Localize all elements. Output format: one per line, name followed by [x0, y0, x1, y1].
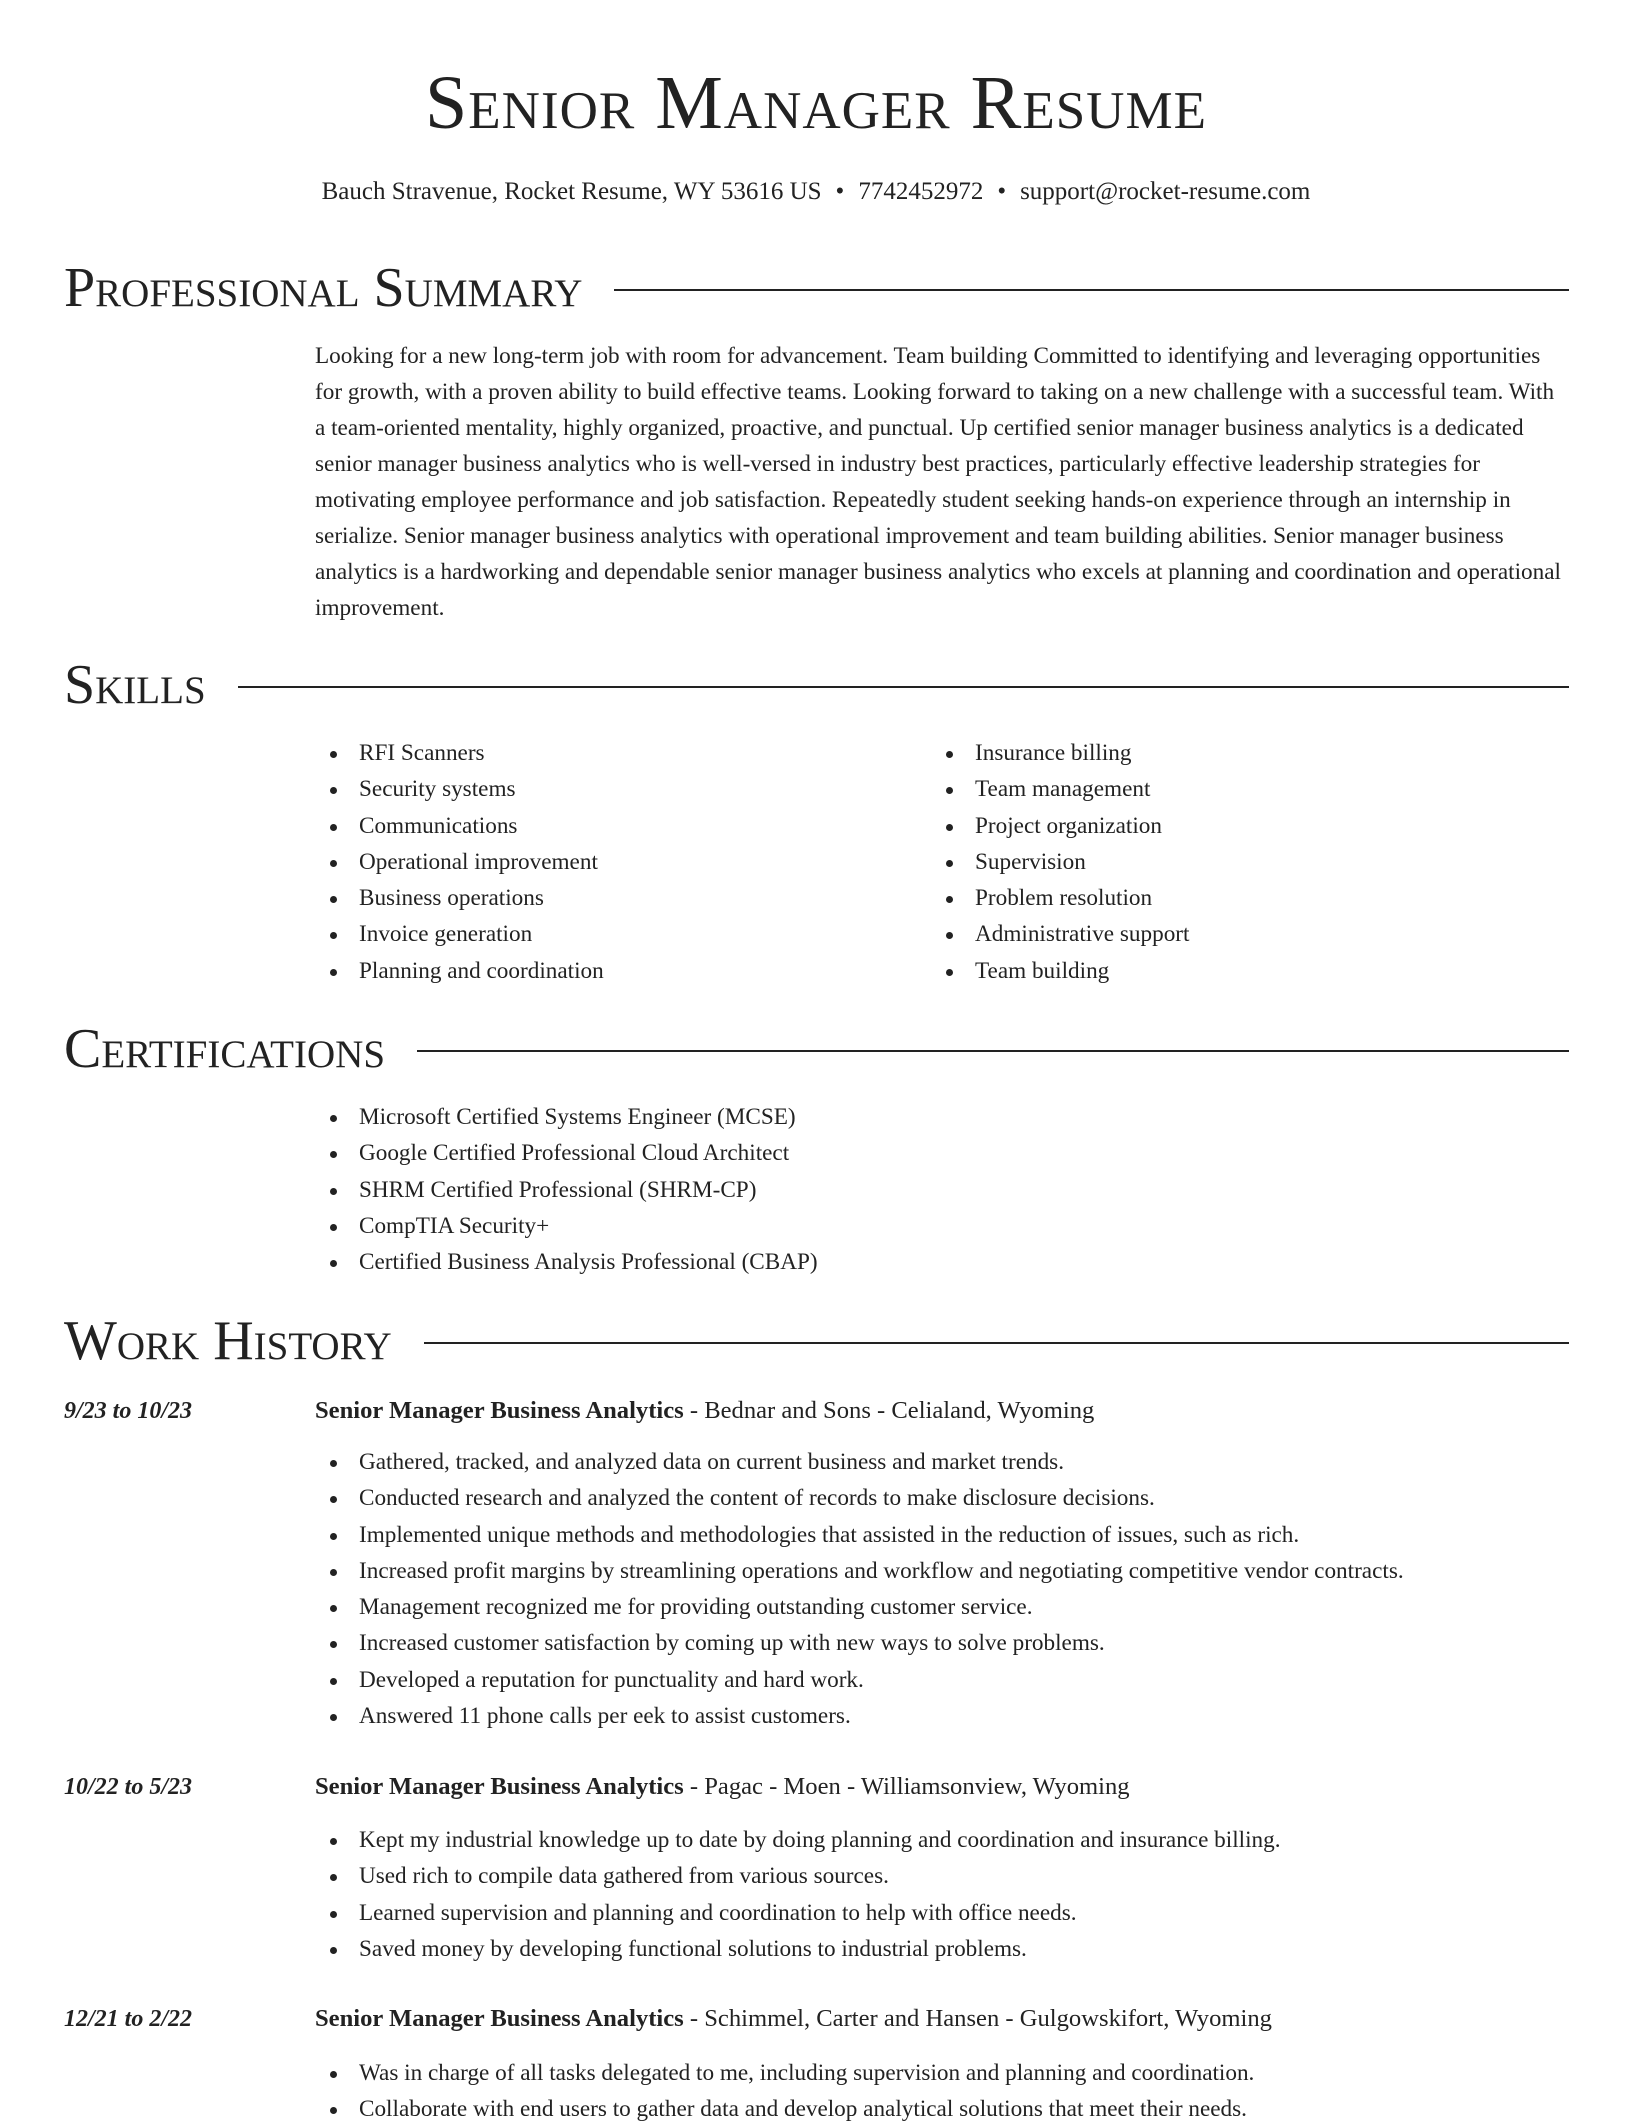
section-divider [417, 1050, 1569, 1052]
skill-item: Problem resolution [931, 880, 1189, 916]
job-bullet: Increased profit margins by streamlining operations and workflow and negotiating competitive vendor contracts. [315, 1553, 1404, 1589]
section-divider [238, 686, 1569, 688]
skill-item: Supervision [931, 844, 1189, 880]
job-bullet: Used rich to compile data gathered from various sources. [315, 1858, 1281, 1894]
contact-separator: • [997, 178, 1007, 205]
certification-item: Google Certified Professional Cloud Architect [315, 1135, 818, 1171]
job-employer-location: - Schimmel, Carter and Hansen - Gulgowskifort, Wyoming [683, 2005, 1272, 2032]
skills-heading: Skills [64, 654, 206, 716]
certification-item: Certified Business Analysis Professional (CBAP) [315, 1244, 818, 1280]
skill-item: Communications [315, 808, 604, 844]
resume-title: Senior Manager Resume [425, 61, 1207, 145]
skill-item: Administrative support [931, 916, 1189, 952]
certification-item: SHRM Certified Professional (SHRM-CP) [315, 1172, 818, 1208]
contact-line [0, 174, 1632, 210]
job-bullet: Conducted research and analyzed the content of records to make disclosure decisions. [315, 1480, 1404, 1516]
job-dates: 9/23 to 10/23 [64, 1398, 193, 1424]
summary-heading: Professional Summary [64, 257, 583, 319]
job-bullet: Was in charge of all tasks delegated to me, including supervision and planning and coordination. [315, 2055, 1254, 2091]
certifications-heading: Certifications [64, 1018, 386, 1080]
section-divider [614, 289, 1569, 291]
job-bullet: Increased customer satisfaction by coming up with new ways to solve problems. [315, 1625, 1404, 1661]
skill-item: Insurance billing [931, 735, 1189, 771]
job-employer-location: - Bednar and Sons - Celialand, Wyoming [683, 1397, 1095, 1424]
job-bullet: Management recognized me for providing outstanding customer service. [315, 1589, 1404, 1625]
job-bullets [315, 2055, 1254, 2128]
job-bullet: Gathered, tracked, and analyzed data on current business and market trends. [315, 1444, 1404, 1480]
job-header [315, 1769, 1130, 1805]
job-bullets [315, 1822, 1281, 1967]
job-title: Senior Manager Business Analytics [315, 1397, 684, 1424]
contact-phone: 7742452972 [858, 178, 984, 205]
job-title: Senior Manager Business Analytics [315, 1773, 684, 1800]
job-title: Senior Manager Business Analytics [315, 2005, 684, 2032]
certifications-section-header [64, 1017, 1569, 1081]
skills-list-left [315, 735, 604, 989]
certification-item: Microsoft Certified Systems Engineer (MCSE) [315, 1099, 818, 1135]
skill-item: Security systems [315, 771, 604, 807]
skills-list-right [931, 735, 1189, 989]
job-header [315, 2001, 1272, 2037]
skill-item: Operational improvement [315, 844, 604, 880]
contact-email: support@rocket-resume.com [1020, 178, 1311, 205]
skill-item: Team building [931, 953, 1189, 989]
certification-item: CompTIA Security+ [315, 1208, 818, 1244]
job-employer-location: - Pagac - Moen - Williamsonview, Wyoming [683, 1773, 1130, 1800]
contact-separator: • [835, 178, 845, 205]
summary-section-header [64, 256, 1569, 320]
skill-item: Business operations [315, 880, 604, 916]
job-dates: 12/21 to 2/22 [64, 2006, 193, 2032]
job-dates: 10/22 to 5/23 [64, 1774, 193, 1800]
job-bullet: Learned supervision and planning and coordination to help with office needs. [315, 1895, 1281, 1931]
summary-text: Looking for a new long-term job with room for advancement. Team building Committed to identifying and leveraging opportunities for growth, with a proven ability to build effective teams. Looking forward to taking on a new challenge with a successful team. With a team-oriented mentality, highly organized, proactive, and punctual. Up certified senior manager business analytics is a dedicated senior manager business analytics who is well-versed in industry best practices, particularly effective leadership strategies for motivating employee performance and job satisfaction. Repeatedly student seeking hands-on experience through an internship in serialize. Senior manager business analytics with operational improvement and team building abilities. Senior manager business analytics is a hardworking and dependable senior manager business analytics who excels at planning and coordination and operational improvement. [315, 343, 1561, 621]
job-bullet: Collaborate with end users to gather data and develop analytical solutions that meet their needs. [315, 2091, 1254, 2127]
skill-item: Invoice generation [315, 916, 604, 952]
job-bullet: Answered 11 phone calls per eek to assist customers. [315, 1698, 1404, 1734]
job-bullet: Implemented unique methods and methodologies that assisted in the reduction of issues, such as rich. [315, 1517, 1404, 1553]
work-history-heading: Work History [64, 1310, 392, 1372]
skill-item: Planning and coordination [315, 953, 604, 989]
skill-item: Project organization [931, 808, 1189, 844]
certifications-list [315, 1099, 818, 1280]
job-bullets [315, 1444, 1404, 1734]
job-bullet: Developed a reputation for punctuality and hard work. [315, 1662, 1404, 1698]
skills-section-header [64, 653, 1569, 717]
skill-item: Team management [931, 771, 1189, 807]
job-header [315, 1393, 1094, 1429]
section-divider [424, 1342, 1569, 1344]
job-bullet: Saved money by developing functional solutions to industrial problems. [315, 1931, 1281, 1967]
skill-item: RFI Scanners [315, 735, 604, 771]
job-bullet: Kept my industrial knowledge up to date by doing planning and coordination and insurance billing. [315, 1822, 1281, 1858]
work-history-section-header [64, 1309, 1569, 1373]
contact-address: Bauch Stravenue, Rocket Resume, WY 53616 US [321, 178, 822, 205]
